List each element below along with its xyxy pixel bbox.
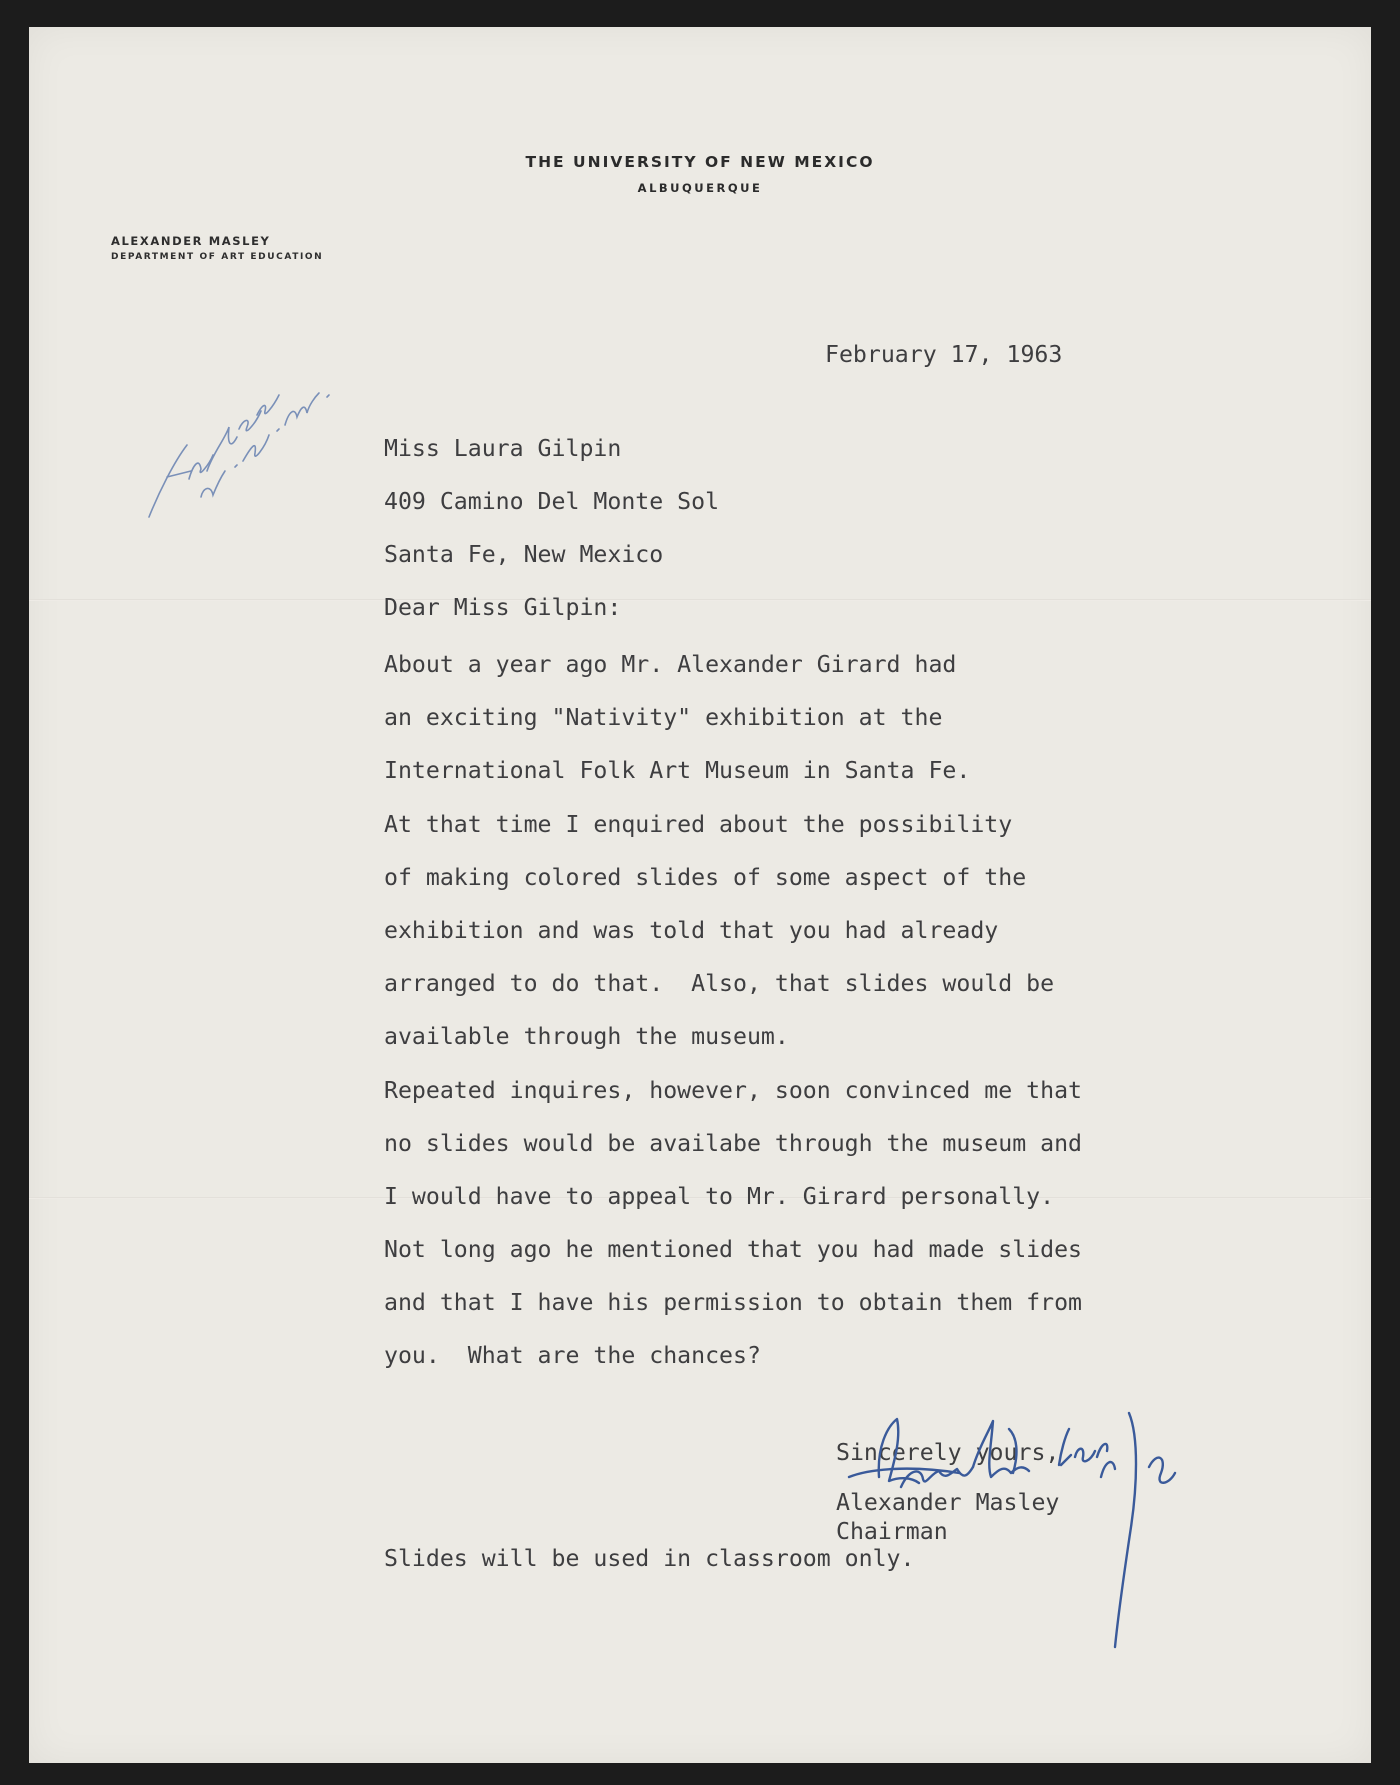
body-line: an exciting "Nativity" exhibition at the [384, 704, 943, 732]
letter-body [384, 653, 1082, 1398]
body-line: Not long ago he mentioned that you had made slides [384, 1236, 1083, 1264]
letter-date: February 17, 1963 [825, 341, 1063, 368]
body-line: of making colored slides of some aspect of the [384, 863, 1027, 891]
signature-title: Chairman [836, 1518, 948, 1545]
body-line: International Folk Art Museum in Santa Fe. [384, 757, 971, 785]
body-line: I would have to appeal to Mr. Girard personally. [384, 1182, 1055, 1210]
body-line: About a year ago Mr. Alexander Girard had [384, 651, 957, 678]
body-line: and that I have his permission to obtain them from [384, 1289, 1083, 1317]
body-line: At that time I enquired about the possibility [384, 810, 1013, 838]
recipient-name: Miss Laura Gilpin [384, 435, 622, 462]
salutation: Dear Miss Gilpin: [384, 594, 622, 621]
fold-line [29, 599, 1371, 601]
letterhead-sender-name: ALEXANDER MASLEY [111, 234, 271, 248]
handwritten-signature [839, 1407, 1229, 1667]
letterhead-university: THE UNIVERSITY OF NEW MEXICO [525, 153, 875, 171]
body-line: exhibition and was told that you had already [384, 916, 999, 944]
letterhead-city: ALBUQUERQUE [637, 181, 763, 195]
letterhead-sender-department: DEPARTMENT OF ART EDUCATION [111, 252, 324, 262]
handwritten-file-note [139, 367, 359, 537]
closing: Sincerely yours, [836, 1439, 1060, 1466]
body-line: you. What are the chances? [384, 1342, 761, 1370]
body-line: arranged to do that. Also, that slides would be [384, 970, 1055, 998]
recipient-city: Santa Fe, New Mexico [384, 541, 664, 568]
body-line: no slides would be availabe through the museum and [384, 1129, 1083, 1157]
signature-name: Alexander Masley [836, 1489, 1060, 1516]
postscript: Slides will be used in classroom only. [384, 1545, 915, 1572]
body-line: available through the museum. [384, 1023, 789, 1051]
recipient-street: 409 Camino Del Monte Sol [384, 488, 720, 515]
body-line: Repeated inquires, however, soon convinced me that [384, 1076, 1083, 1104]
letter-page [29, 27, 1371, 1763]
